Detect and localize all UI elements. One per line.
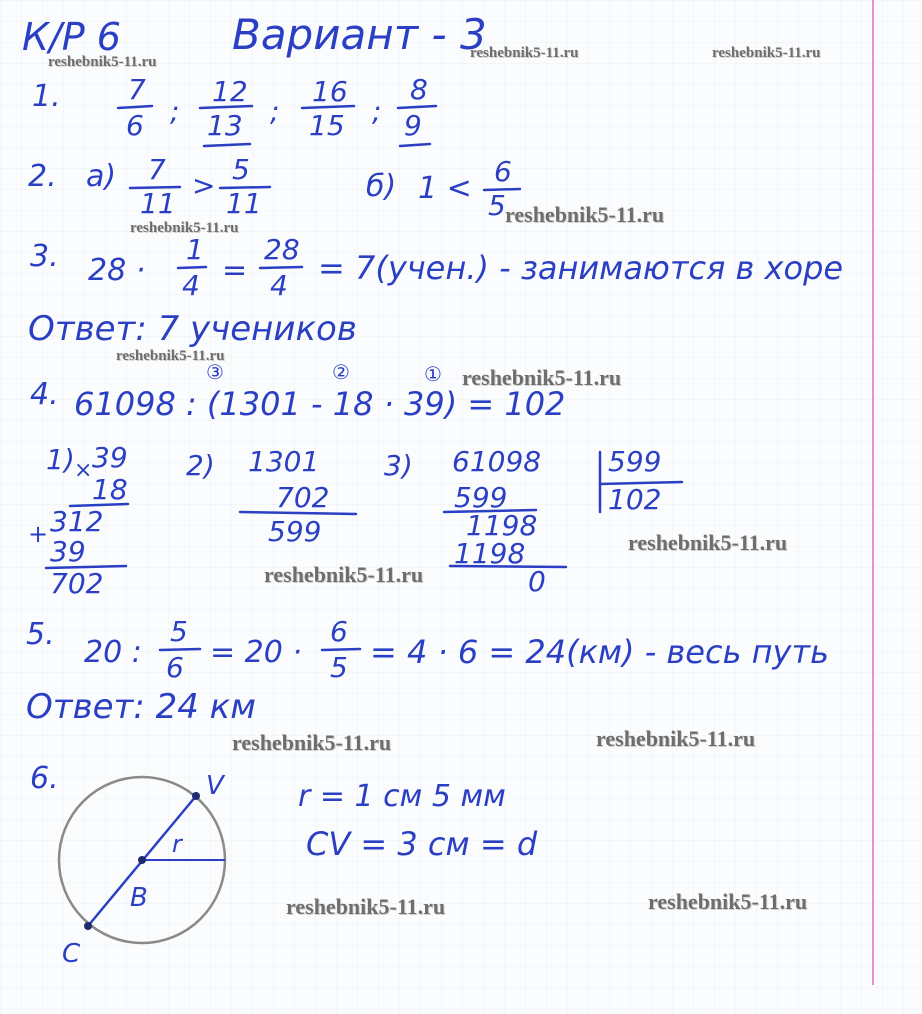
partial-product: 39 xyxy=(50,535,86,568)
fraction-denominator: 5 xyxy=(330,651,348,684)
separator: ; xyxy=(270,95,280,128)
task3-answer: Ответ: 7 учеников xyxy=(28,309,357,349)
task3-result: = 7(учен.) - занимаются в хоре xyxy=(318,249,844,287)
fraction-numerator: 6 xyxy=(494,155,512,188)
difference: 599 xyxy=(268,515,322,548)
diameter-text: CV = 3 см = d xyxy=(306,825,538,863)
task4-number: 4. xyxy=(30,377,59,412)
fraction-denominator: 4 xyxy=(182,269,200,302)
step3-label: 3) xyxy=(384,449,413,482)
part-a-label: а) xyxy=(86,159,117,194)
task6-number: 6. xyxy=(30,761,59,796)
fraction-numerator: 8 xyxy=(410,73,428,106)
dividend: 61098 xyxy=(452,445,542,478)
step2-label: 2) xyxy=(186,449,215,482)
subtract-1: 599 xyxy=(454,481,508,514)
watermark: reshebnik5-11.ru xyxy=(596,726,756,751)
watermark: reshebnik5-11.ru xyxy=(130,220,239,236)
watermark: reshebnik5-11.ru xyxy=(470,45,579,61)
point-b-label: B xyxy=(130,883,148,913)
watermark: reshebnik5-11.ru xyxy=(648,889,808,914)
plus-sign: + xyxy=(28,520,49,548)
fraction-denominator: 11 xyxy=(226,187,262,220)
fraction-numerator: 5 xyxy=(232,153,250,186)
variant-title: Вариант - 3 xyxy=(232,10,487,59)
watermark: reshebnik5-11.ru xyxy=(48,54,157,70)
fraction-denominator: 13 xyxy=(207,109,243,142)
minuend: 1301 xyxy=(248,445,320,478)
fraction-denominator: 5 xyxy=(488,189,506,222)
product-result: 702 xyxy=(50,567,104,600)
task2-number: 2. xyxy=(28,159,57,194)
radius-label: r xyxy=(172,830,182,858)
test-code: К/Р 6 xyxy=(22,15,121,59)
watermark: reshebnik5-11.ru xyxy=(462,365,622,390)
fraction-numerator: 7 xyxy=(148,153,166,186)
task5-expr-start: 20 : xyxy=(84,635,142,670)
radius-text: r = 1 см 5 мм xyxy=(298,779,506,814)
remainder-final: 0 xyxy=(528,565,546,598)
compare-sign: > xyxy=(192,169,216,202)
factor-a: 39 xyxy=(92,441,128,474)
divisor: 599 xyxy=(608,445,662,478)
fraction-denominator: 6 xyxy=(166,651,184,684)
quotient: 102 xyxy=(608,483,662,516)
fraction-denominator: 6 xyxy=(126,109,144,142)
fraction-numerator: 12 xyxy=(212,75,248,108)
watermark: reshebnik5-11.ru xyxy=(232,730,392,755)
fraction-numerator: 1 xyxy=(186,233,204,266)
order-mark: ② xyxy=(332,360,350,384)
watermark: reshebnik5-11.ru xyxy=(628,530,788,555)
task5-answer: Ответ: 24 км xyxy=(26,687,256,727)
fraction-numerator: 28 xyxy=(264,233,300,266)
watermark: reshebnik5-11.ru xyxy=(286,894,446,919)
task5-mid: = 20 · xyxy=(210,635,302,670)
partial-product: 312 xyxy=(50,505,104,538)
order-mark: ③ xyxy=(206,360,224,384)
watermark: reshebnik5-11.ru xyxy=(116,348,225,364)
subtrahend: 702 xyxy=(276,481,330,514)
fraction-numerator: 16 xyxy=(312,75,348,108)
separator: ; xyxy=(372,95,382,128)
part-b-left: 1 < xyxy=(418,171,472,206)
fraction-denominator: 4 xyxy=(270,269,288,302)
task5-result: = 4 · 6 = 24(км) - весь путь xyxy=(370,633,829,671)
task4-expression: 61098 : (1301 - 18 · 39) = 102 xyxy=(74,385,566,423)
equals-sign: = xyxy=(222,253,248,288)
factor-b: 18 xyxy=(92,473,128,506)
subtract-2: 1198 xyxy=(454,537,526,570)
task5-number: 5. xyxy=(26,617,55,652)
watermark: reshebnik5-11.ru xyxy=(712,45,821,61)
separator: ; xyxy=(170,95,180,128)
fraction-denominator: 11 xyxy=(140,187,176,220)
remainder-1: 1198 xyxy=(466,509,538,542)
watermark: reshebnik5-11.ru xyxy=(264,562,424,587)
point-v-label: V xyxy=(206,771,224,801)
task3-expr-start: 28 · xyxy=(88,253,146,288)
order-mark: ① xyxy=(424,362,442,386)
part-b-label: б) xyxy=(366,169,397,204)
task3-number: 3. xyxy=(30,239,59,274)
fraction-denominator: 9 xyxy=(404,109,422,142)
fraction-numerator: 5 xyxy=(170,615,188,648)
fraction-denominator: 15 xyxy=(309,109,345,142)
step1-label: 1) xyxy=(46,443,75,476)
fraction-numerator: 7 xyxy=(128,73,146,106)
multiply-sign: × xyxy=(74,458,93,483)
fraction-numerator: 6 xyxy=(330,615,348,648)
task1-number: 1. xyxy=(32,79,61,114)
point-c-label: C xyxy=(62,939,81,969)
watermark: reshebnik5-11.ru xyxy=(505,202,665,227)
